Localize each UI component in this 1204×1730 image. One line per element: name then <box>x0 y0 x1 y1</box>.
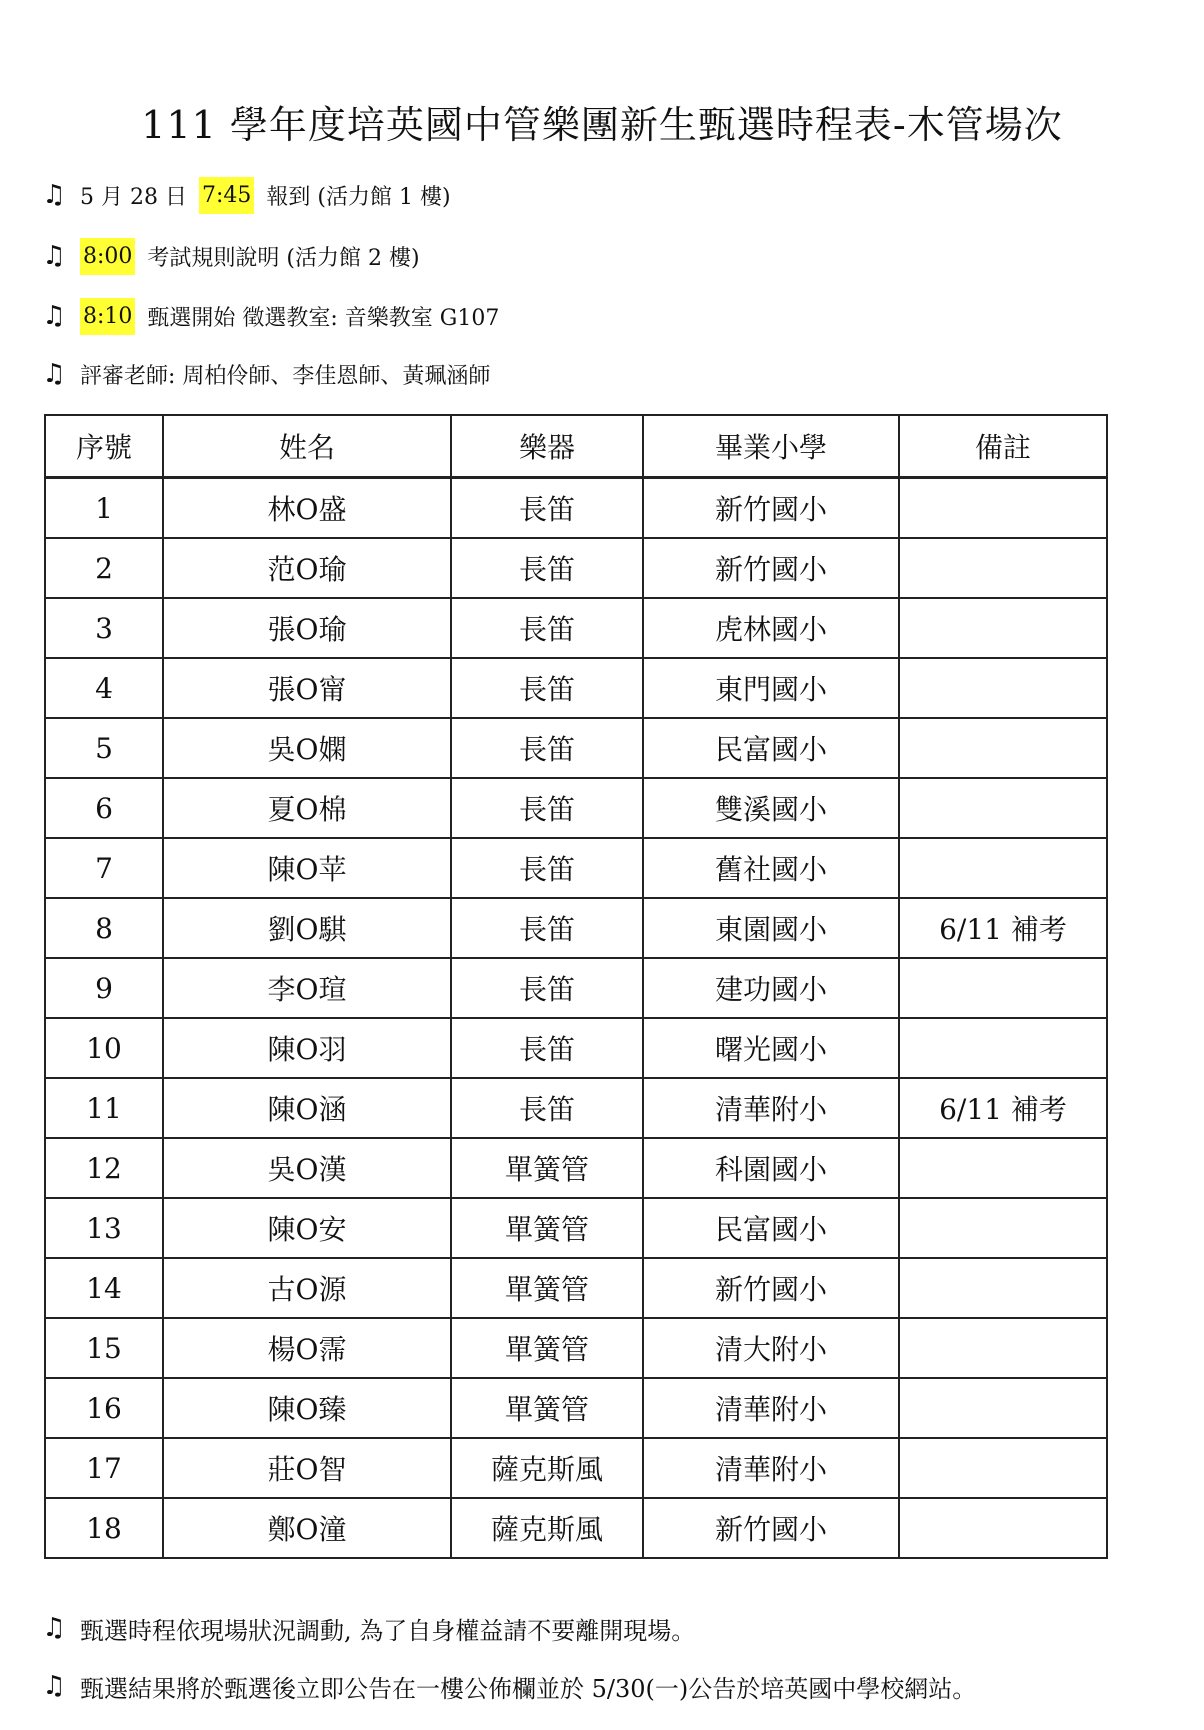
footer-text-2: 甄選結果將於甄選後立即公告在一樓公佈欄並於 5/30(一)公告於培英國中學校網站。 <box>80 1674 977 1703</box>
cell-note <box>899 838 1107 898</box>
music-note-icon: ♫ <box>42 359 66 389</box>
cell-no: 13 <box>45 1198 163 1258</box>
cell-school: 新竹國小 <box>643 538 899 598</box>
cell-name: 吳O嫻 <box>163 718 451 778</box>
cell-instrument: 長笛 <box>451 478 643 539</box>
cell-note <box>899 1378 1107 1438</box>
cell-instrument: 長笛 <box>451 658 643 718</box>
footer-schedule-note <box>40 1608 695 1648</box>
cell-school: 清華附小 <box>643 1078 899 1138</box>
footer-text-1: 甄選時程依現場狀況調動, 為了自身權益請不要離開現場。 <box>80 1616 696 1645</box>
cell-instrument: 薩克斯風 <box>451 1498 643 1558</box>
page-title: 111 學年度培英國中管樂團新生甄選時程表-木管場次 <box>141 103 1063 147</box>
cell-no: 18 <box>45 1498 163 1558</box>
table-row <box>45 478 1107 539</box>
cell-instrument: 單簧管 <box>451 1318 643 1378</box>
cell-instrument: 長笛 <box>451 1018 643 1078</box>
table-row <box>45 1498 1107 1558</box>
cell-school: 清華附小 <box>643 1378 899 1438</box>
cell-name: 莊O智 <box>163 1438 451 1498</box>
table-row <box>45 658 1107 718</box>
cell-name: 李O瑄 <box>163 958 451 1018</box>
table-row <box>45 1378 1107 1438</box>
music-note-icon: ♫ <box>42 1671 66 1701</box>
schedule-table <box>44 414 1108 1559</box>
cell-name: 陳O臻 <box>163 1378 451 1438</box>
music-note-icon: ♫ <box>42 1613 66 1643</box>
cell-no: 6 <box>45 778 163 838</box>
info-start <box>40 296 499 336</box>
checkin-date: 5 月 28 日 <box>80 184 187 210</box>
start-text: 甄選開始 徵選教室: 音樂教室 G107 <box>147 305 500 331</box>
table-row <box>45 1138 1107 1198</box>
cell-no: 3 <box>45 598 163 658</box>
cell-no: 7 <box>45 838 163 898</box>
table-row <box>45 1258 1107 1318</box>
table-row <box>45 838 1107 898</box>
header-school: 畢業小學 <box>643 415 899 478</box>
music-note-icon: ♫ <box>42 180 66 210</box>
table-row <box>45 1078 1107 1138</box>
cell-instrument: 單簧管 <box>451 1378 643 1438</box>
cell-note <box>899 598 1107 658</box>
cell-name: 吳O漢 <box>163 1138 451 1198</box>
info-judges <box>40 354 490 394</box>
cell-name: 鄭O潼 <box>163 1498 451 1558</box>
cell-no: 4 <box>45 658 163 718</box>
cell-school: 民富國小 <box>643 1198 899 1258</box>
header-instrument: 樂器 <box>451 415 643 478</box>
table-header-row <box>45 415 1107 478</box>
cell-no: 12 <box>45 1138 163 1198</box>
cell-no: 11 <box>45 1078 163 1138</box>
checkin-time: 7:45 <box>199 177 254 214</box>
cell-instrument: 長笛 <box>451 898 643 958</box>
cell-name: 古O源 <box>163 1258 451 1318</box>
cell-note <box>899 778 1107 838</box>
table-body <box>45 478 1107 1559</box>
cell-name: 陳O涵 <box>163 1078 451 1138</box>
cell-note <box>899 1258 1107 1318</box>
table-row <box>45 1318 1107 1378</box>
music-note-icon: ♫ <box>42 301 66 331</box>
cell-note <box>899 1438 1107 1498</box>
checkin-text: 報到 (活力館 1 樓) <box>266 184 451 210</box>
cell-no: 10 <box>45 1018 163 1078</box>
cell-name: 楊O霈 <box>163 1318 451 1378</box>
cell-no: 2 <box>45 538 163 598</box>
cell-note <box>899 1498 1107 1558</box>
cell-instrument: 長笛 <box>451 838 643 898</box>
cell-instrument: 長笛 <box>451 958 643 1018</box>
table-row <box>45 958 1107 1018</box>
judges-text: 評審老師: 周柏伶師、李佳恩師、黃珮涵師 <box>80 363 491 389</box>
music-note-icon: ♫ <box>42 241 66 271</box>
cell-school: 新竹國小 <box>643 1258 899 1318</box>
rules-text: 考試規則說明 (活力館 2 樓) <box>147 245 420 271</box>
table-row <box>45 898 1107 958</box>
cell-instrument: 長笛 <box>451 778 643 838</box>
cell-instrument: 長笛 <box>451 598 643 658</box>
cell-school: 曙光國小 <box>643 1018 899 1078</box>
cell-name: 張O瑜 <box>163 598 451 658</box>
cell-name: 張O甯 <box>163 658 451 718</box>
cell-name: 劉O騏 <box>163 898 451 958</box>
cell-note <box>899 1198 1107 1258</box>
table-row <box>45 598 1107 658</box>
cell-no: 9 <box>45 958 163 1018</box>
cell-instrument: 長笛 <box>451 1078 643 1138</box>
cell-school: 東園國小 <box>643 898 899 958</box>
cell-instrument: 長笛 <box>451 718 643 778</box>
cell-no: 14 <box>45 1258 163 1318</box>
cell-no: 5 <box>45 718 163 778</box>
cell-note <box>899 658 1107 718</box>
cell-school: 建功國小 <box>643 958 899 1018</box>
table-row <box>45 1018 1107 1078</box>
cell-school: 新竹國小 <box>643 478 899 539</box>
cell-school: 雙溪國小 <box>643 778 899 838</box>
cell-school: 清大附小 <box>643 1318 899 1378</box>
cell-name: 陳O苹 <box>163 838 451 898</box>
cell-school: 虎林國小 <box>643 598 899 658</box>
cell-school: 科園國小 <box>643 1138 899 1198</box>
info-rules <box>40 236 420 276</box>
cell-school: 新竹國小 <box>643 1498 899 1558</box>
cell-no: 1 <box>45 478 163 539</box>
cell-instrument: 長笛 <box>451 538 643 598</box>
cell-instrument: 單簧管 <box>451 1138 643 1198</box>
start-time: 8:10 <box>80 298 135 335</box>
table-row <box>45 718 1107 778</box>
cell-note <box>899 1318 1107 1378</box>
cell-school: 舊社國小 <box>643 838 899 898</box>
cell-school: 東門國小 <box>643 658 899 718</box>
cell-note: 6/11 補考 <box>899 1078 1107 1138</box>
header-name: 姓名 <box>163 415 451 478</box>
rules-time: 8:00 <box>80 238 135 275</box>
cell-note <box>899 958 1107 1018</box>
cell-name: 陳O羽 <box>163 1018 451 1078</box>
cell-no: 8 <box>45 898 163 958</box>
cell-name: 陳O安 <box>163 1198 451 1258</box>
header-no: 序號 <box>45 415 163 478</box>
cell-no: 15 <box>45 1318 163 1378</box>
table-row <box>45 1438 1107 1498</box>
footer-results-note <box>40 1666 976 1706</box>
cell-note: 6/11 補考 <box>899 898 1107 958</box>
cell-name: 夏O棉 <box>163 778 451 838</box>
cell-instrument: 薩克斯風 <box>451 1438 643 1498</box>
cell-note <box>899 1138 1107 1198</box>
cell-instrument: 單簧管 <box>451 1258 643 1318</box>
info-checkin <box>40 175 451 215</box>
cell-name: 林O盛 <box>163 478 451 539</box>
header-note: 備註 <box>899 415 1107 478</box>
cell-no: 16 <box>45 1378 163 1438</box>
table-row <box>45 538 1107 598</box>
cell-school: 清華附小 <box>643 1438 899 1498</box>
cell-note <box>899 478 1107 539</box>
cell-note <box>899 718 1107 778</box>
cell-school: 民富國小 <box>643 718 899 778</box>
cell-instrument: 單簧管 <box>451 1198 643 1258</box>
table-row <box>45 1198 1107 1258</box>
cell-note <box>899 538 1107 598</box>
cell-note <box>899 1018 1107 1078</box>
cell-name: 范O瑜 <box>163 538 451 598</box>
cell-no: 17 <box>45 1438 163 1498</box>
table-row <box>45 778 1107 838</box>
